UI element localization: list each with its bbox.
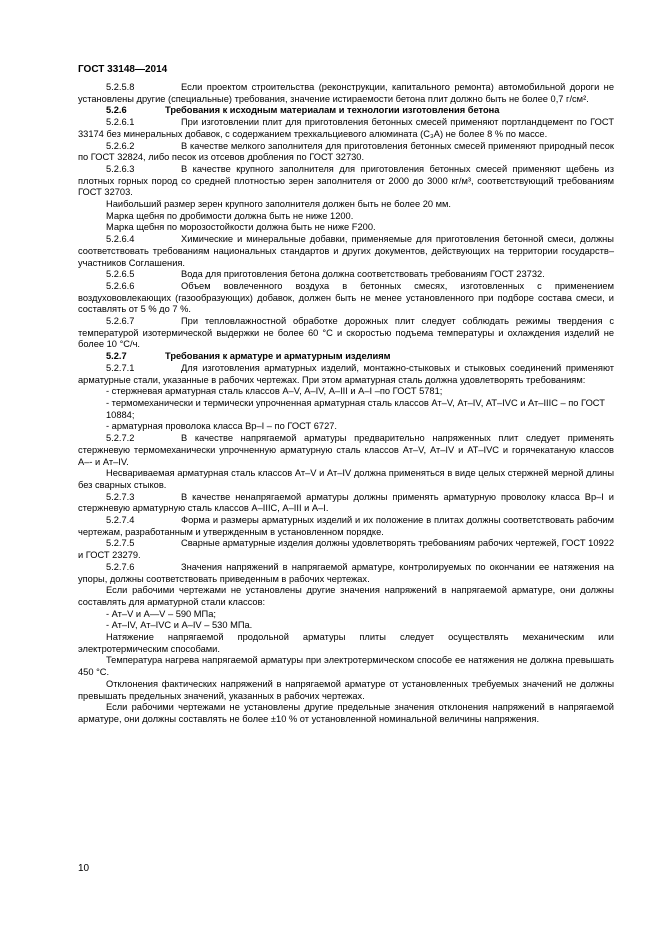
clause-text: Температура нагрева напрягаемой арматуры при электротермическом способе ее натяжения не должна превышать 450 °С. xyxy=(78,655,614,678)
clause-number: 5.2.6.1 xyxy=(106,117,135,128)
paragraph xyxy=(78,632,614,655)
clause-number: 5.2.6.5 xyxy=(106,269,135,280)
paragraph xyxy=(78,585,614,608)
clause-number: 5.2.7.1 xyxy=(106,362,135,373)
clause-text: Марка щебня по дробимости должна быть не ниже 1200. xyxy=(106,210,354,221)
clause-text: Сварные арматурные изделия должны удовлетворять требованиям рабочих чертежей, ГОСТ 10922 и ГОСТ 23279. xyxy=(78,538,614,561)
clause-text: Требования к арматуре и арматурным изделиям xyxy=(165,351,391,362)
paragraph xyxy=(78,562,614,585)
clause-number: 5.2.7.6 xyxy=(106,561,135,572)
clause-number: 5.2.6.3 xyxy=(106,163,135,174)
clause-text: В качестве напрягаемой арматуры предварительно напряженных плит следует применять стержневую термомеханически упрочненную арматурную сталь классов Ат–V, Ат–IV и АТ–IVC и горячекатаную классов А–- и Ат–IV. xyxy=(78,433,614,467)
clause-text: Наибольший размер зерен крупного заполнителя должен быть не более 20 мм. xyxy=(106,199,452,210)
section-heading xyxy=(78,105,614,117)
clause-text: - Ат–IV, Ат–IVC и А–IV – 530 МПа. xyxy=(106,620,253,631)
paragraph xyxy=(78,211,614,223)
clause-number: 5.2.6.6 xyxy=(106,280,135,291)
clause-text: Несвариваемая арматурная сталь классов Ат–V и Ат–IV должна применяться в виде целых стержней мерной длины без сварных стыков. xyxy=(78,468,614,490)
clause-text: Вода для приготовления бетона должна соответствовать требованиям ГОСТ 23732. xyxy=(181,269,545,280)
document-header: ГОСТ 33148—2014 xyxy=(78,64,168,75)
paragraph xyxy=(78,363,614,386)
clause-text: Химические и минеральные добавки, применяемые для приготовления бетонной смеси, должны соответствовать требованиям национальных стандартов и других документов, действующих на территории государств–участников Соглашения. xyxy=(78,234,614,268)
clause-number: 5.2.7.3 xyxy=(106,491,135,502)
clause-text: Для изготовления арматурных изделий, монтажно-стыковых и стыковых соединений применяют арматурные стали, указанные в рабочих чертежах. При этом арматурная сталь должна удовлетворять требованиям: xyxy=(78,362,614,385)
page-number: 10 xyxy=(78,863,90,874)
clause-number: 5.2.6.4 xyxy=(106,234,135,245)
clause-text: Марка щебня по морозостойкости должна быть не ниже F200. xyxy=(106,222,376,233)
clause-text: - арматурная проволока класса Вр–I – по ГОСТ 6727. xyxy=(106,421,338,432)
list-item xyxy=(78,609,614,621)
clause-text: - Ат–V и А—V – 590 МПа; xyxy=(106,608,216,619)
clause-text: Если рабочими чертежами не установлены другие предельные значения отклонения напряжений в напрягаемой арматуре, они должны составлять не более ±10 % от установленной номинальной величины напряжения. xyxy=(78,702,614,724)
paragraph xyxy=(78,234,614,269)
clause-number: 5.2.6.7 xyxy=(106,316,135,327)
clause-text: В качестве мелкого заполнителя для приготовления бетонных смесей применяют природный песок по ГОСТ 32824, либо песок из отсевов дробления по ГОСТ 32730. xyxy=(78,140,614,163)
list-item xyxy=(78,386,614,398)
list-item xyxy=(78,398,614,421)
paragraph xyxy=(78,141,614,164)
clause-number: 5.2.7.2 xyxy=(106,433,135,444)
clause-number: 5.2.6 xyxy=(106,105,127,116)
paragraph xyxy=(78,655,614,678)
clause-text: В качестве ненапрягаемой арматуры должны применять арматурную проволоку класса Вр–I и стержневую арматурную сталь классов А–IIIC, А–III и А–I. xyxy=(78,491,614,514)
section-heading xyxy=(78,351,614,363)
clause-text: Если рабочими чертежами не установлены другие значения напряжений в напрягаемой арматуре, они должны составлять для арматурной стали классов: xyxy=(78,585,614,607)
clause-text: Требования к исходным материалам и технологии изготовления бетона xyxy=(165,105,500,116)
document-body xyxy=(78,82,614,726)
clause-text: Форма и размеры арматурных изделий и их положение в плитах должны соответствовать рабочим чертежам, разработанным и утвержденным в установленном порядке. xyxy=(78,515,614,537)
paragraph xyxy=(78,702,614,725)
clause-number: 5.2.6.2 xyxy=(106,140,135,151)
clause-text: - термомеханически и термически упрочненная арматурная сталь классов Ат–V, Ат–IV, АТ–IVC и Ат–IIIC – по ГОСТ 10884; xyxy=(106,397,605,420)
clause-number: 5.2.7.4 xyxy=(106,515,135,526)
paragraph xyxy=(78,269,614,281)
clause-text: Отклонения фактических напряжений в напрягаемой арматуре от установленных требуемых значений не должны превышать предельных значений, указанных в рабочих чертежах. xyxy=(78,678,614,701)
paragraph xyxy=(78,117,614,140)
clause-text: Если проектом строительства (реконструкции, капитального ремонта) автомобильной дороги не установлены другие (специальные) требования, значение истираемости бетона плит должно быть не более 0,7 г/см². xyxy=(78,82,614,104)
paragraph xyxy=(78,538,614,561)
clause-number: 5.2.5.8 xyxy=(106,82,135,92)
paragraph xyxy=(78,515,614,538)
clause-text: Объем вовлеченного воздуха в бетонных смесях, изготовленных с применением воздухововлекающих (газообразующих) добавок, должен быть не менее установленного при подборе состава смеси, и составлять от 5 % до 7 %. xyxy=(78,280,614,315)
list-item xyxy=(78,620,614,632)
paragraph xyxy=(78,281,614,316)
clause-text: При тепловлажностной обработке дорожных плит следует соблюдать режимы твердения с температурой изотермической выдержки не более 60 °С и скоростью подъема температуры и охлаждения изделий не более 10 °С/ч. xyxy=(78,316,614,350)
paragraph xyxy=(78,164,614,199)
paragraph xyxy=(78,433,614,468)
list-item xyxy=(78,421,614,433)
clause-text: Натяжение напрягаемой продольной арматуры плиты следует осуществлять механическим или электротермическим способами. xyxy=(78,632,614,654)
paragraph xyxy=(78,492,614,515)
paragraph xyxy=(78,679,614,702)
paragraph xyxy=(78,222,614,234)
clause-text: - стержневая арматурная сталь классов А–V, А–IV, А–III и А–I –по ГОСТ 5781; xyxy=(106,386,443,397)
clause-text: Значения напряжений в напрягаемой арматуре, контролируемых по окончании ее натяжения на упоры, должны соответствовать приведенным в рабочих чертежах. xyxy=(78,561,614,584)
paragraph xyxy=(78,82,614,105)
paragraph xyxy=(78,199,614,211)
paragraph xyxy=(78,316,614,351)
clause-number: 5.2.7.5 xyxy=(106,538,135,549)
clause-text: При изготовлении плит для приготовления бетонных смесей применяют портландцемент по ГОСТ 33174 без минеральных добавок, с содержанием трехкальциевого алюмината (С₃А) не более 8 % по массе. xyxy=(78,117,614,139)
clause-text: В качестве крупного заполнителя для приготовления бетонных смесей применяют щебень из плотных горных пород со средней плотностью зерен заполнителя от 2000 до 3000 кг/м³, соответствующий требованиям ГОСТ 32703. xyxy=(78,163,614,198)
paragraph xyxy=(78,468,614,491)
clause-number: 5.2.7 xyxy=(106,351,127,362)
